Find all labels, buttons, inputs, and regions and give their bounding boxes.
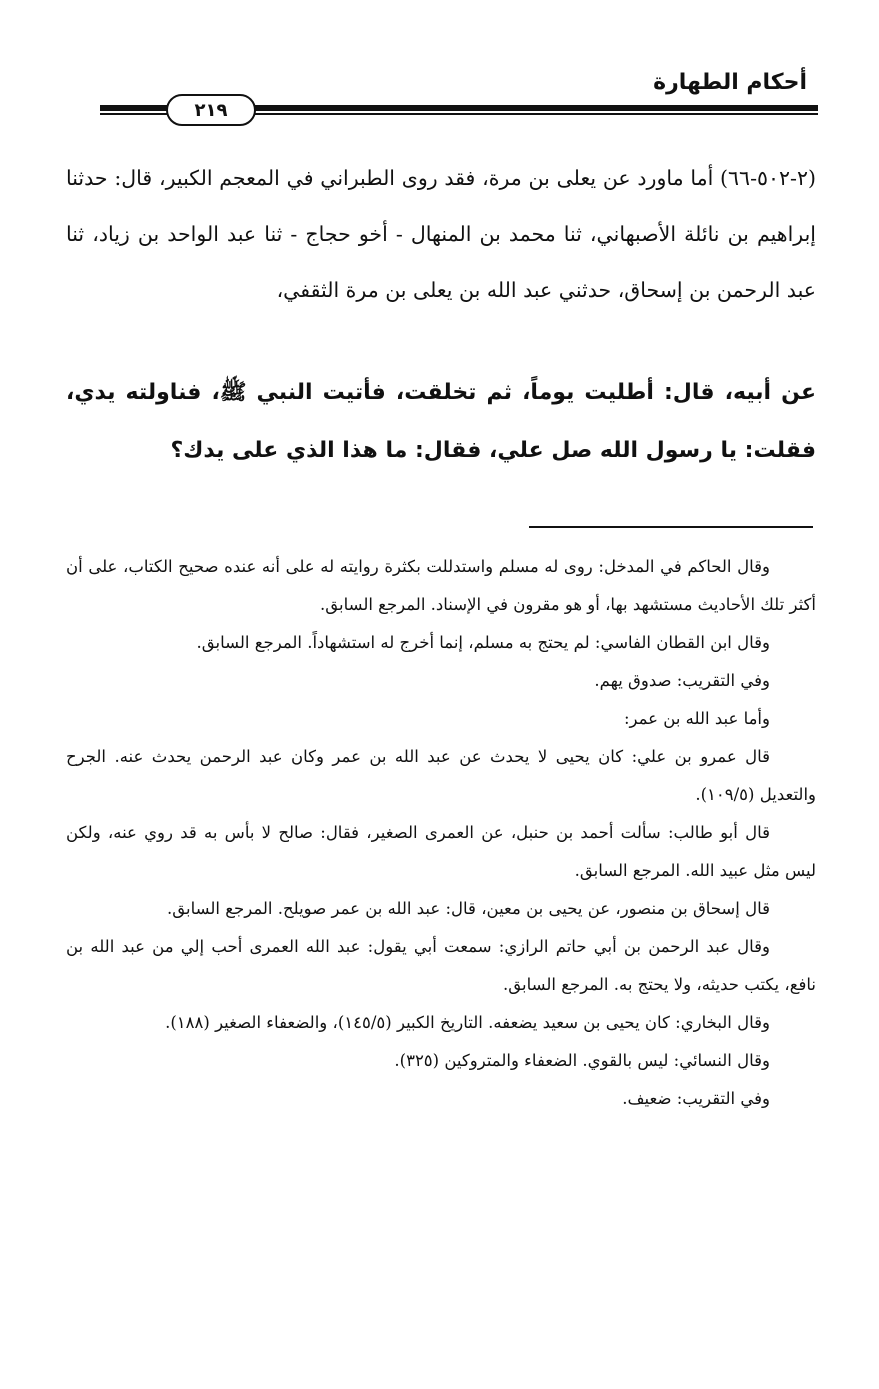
header-rule [100, 99, 818, 121]
footnote-separator [529, 526, 813, 528]
footnote-paragraph: وقال ابن القطان الفاسي: لم يحتج به مسلم، إنما أخرج له استشهاداً. المرجع السابق. [196, 633, 770, 652]
footnote-paragraph: وفي التقريب: صدوق يهم. [594, 671, 770, 690]
footnote-paragraph: وقال البخاري: كان يحيى بن سعيد يضعفه. التاريخ الكبير (١٤٥/٥)، والضعفاء الصغير (١٨٨). [165, 1013, 770, 1032]
footnote-paragraph: قال إسحاق بن منصور، عن يحيى بن معين، قال: عبد الله بن عمر صويلح. المرجع السابق. [167, 899, 770, 918]
main-paragraph: (٢-٥٠٢-٦٦) أما ماورد عن يعلى بن مرة، فقد روى الطبراني في المعجم الكبير، قال: حدثنا إبراهيم بن نائلة الأصبهاني، ثنا محمد بن المنهال - أخو حجاج - ثنا عبد الواحد بن زياد، ثنا عبد الرحمن بن إسحاق، حدثني عبد الله بن يعلى بن مرة الثقفي، [66, 166, 816, 302]
footnote-paragraph: وفي التقريب: ضعيف. [622, 1089, 770, 1108]
footnotes-block [66, 548, 816, 1118]
footnote-paragraph: وأما عبد الله بن عمر: [623, 709, 770, 728]
footnote-paragraph: قال أبو طالب: سألت أحمد بن حنبل، عن العمرى الصغير، فقال: صالح لا بأس به قد روي عنه، ولكن ليس مثل عبيد الله. المرجع السابق. [66, 823, 816, 880]
footnote-paragraph: وقال الحاكم في المدخل: روى له مسلم واستدللت بكثرة روايته له على أنه عنده صحيح الكتاب، على أن أكثر تلك الأحاديث مستشهد بها، أو هو مقرون في الإسناد. المرجع السابق. [66, 557, 816, 614]
footnote-paragraph: قال عمرو بن علي: كان يحيى لا يحدث عن عبد الله بن عمر وكان عبد الرحمن يحدث عنه. الجرح والتعديل (١٠٩/٥). [66, 747, 816, 804]
page-number: ٢١٩ [166, 94, 256, 126]
footnote-paragraph: وقال النسائي: ليس بالقوي. الضعفاء والمتروكين (٣٢٥). [394, 1051, 770, 1070]
hadith-quote-block [66, 364, 816, 480]
main-text-block [66, 150, 816, 318]
footnote-paragraph: وقال عبد الرحمن بن أبي حاتم الرازي: سمعت أبي يقول: عبد الله العمرى أحب إلي من عبد الله بن نافع، يكتب حديثه، ولا يحتج به. المرجع السابق. [66, 937, 816, 994]
running-header-title: أحكام الطهارة [653, 70, 807, 95]
hadith-quote: عن أبيه، قال: أطليت يوماً، ثم تخلقت، فأتيت النبي ﷺ، فناولته يدي، فقلت: يا رسول الله صل علي، فقال: ما هذا الذي على يدك؟ [66, 380, 816, 463]
